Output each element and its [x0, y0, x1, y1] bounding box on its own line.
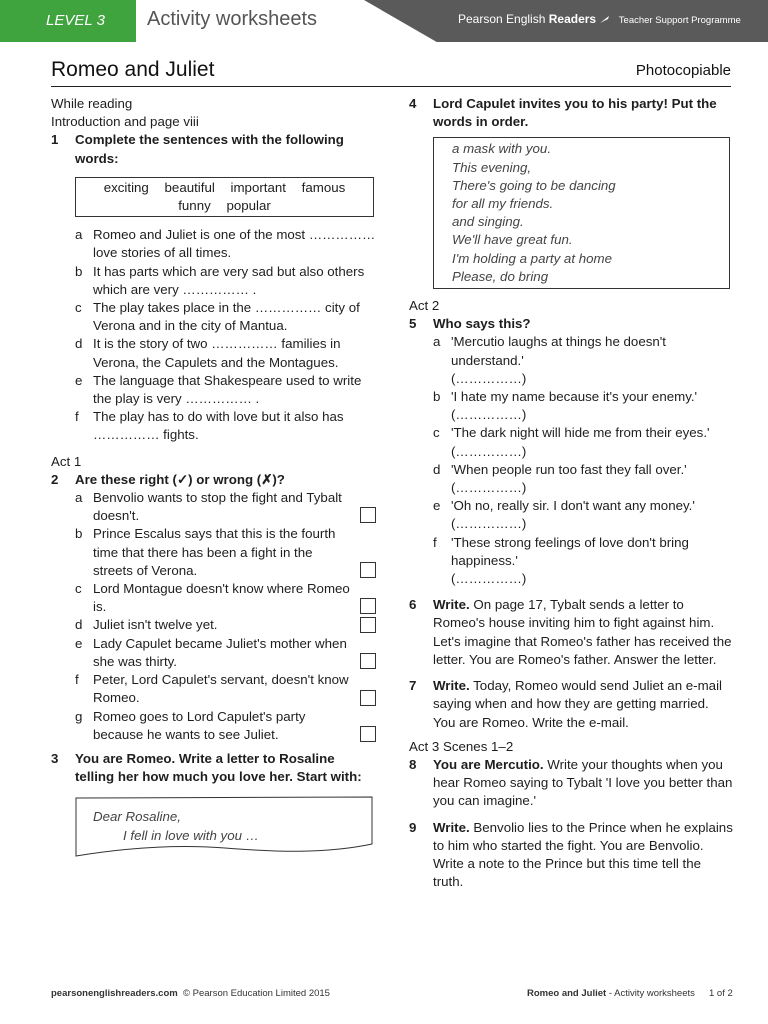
question-2 — [51, 471, 376, 489]
list-item — [75, 635, 376, 671]
question-lead: Write. — [433, 819, 470, 835]
answer-blank: (……………) — [451, 370, 527, 386]
item-text: Peter, Lord Capulet's servant, doesn't know Romeo. — [93, 672, 349, 706]
brand-name: Pearson English — [458, 12, 549, 26]
question-6 — [409, 596, 734, 669]
word: exciting — [103, 179, 149, 195]
item-text: 'Mercutio laughs at things he doesn't understand.' — [451, 334, 667, 368]
question-4 — [409, 95, 734, 131]
item-letter: e — [433, 498, 441, 514]
question-number: 8 — [409, 756, 417, 772]
question-number: 2 — [51, 471, 59, 487]
question-text: Who says this? — [433, 316, 531, 332]
answer-checkbox[interactable] — [360, 690, 376, 706]
question-text: Are these right (✓) or wrong (✗)? — [75, 471, 285, 487]
item-letter: c — [75, 300, 82, 316]
question-text: Complete the sentences with the following words: — [75, 132, 344, 166]
question-lead: Write. — [433, 597, 470, 613]
jumbled-line: Please, do bring — [452, 268, 549, 284]
item-letter: f — [75, 409, 79, 425]
item-text: 'When people run too fast they fall over.' — [451, 461, 687, 477]
question-text: Benvolio lies to the Prince when he explains to him who started the fight. You are Benvolio. Write a note to the Prince but this time tell the truth. — [433, 819, 733, 890]
item-letter: a — [75, 227, 83, 243]
list-item — [75, 408, 376, 444]
jumbled-line: I'm holding a party at home — [452, 250, 612, 266]
list-item — [75, 226, 376, 262]
word: important — [230, 179, 286, 195]
footer-book-title: Romeo and Juliet — [527, 988, 607, 999]
item-text: The play has to do with love but it also has …………… fights. — [93, 409, 344, 443]
jumbled-line: a mask with you. — [452, 141, 552, 157]
item-text: 'The dark night will hide me from their eyes.' — [451, 425, 710, 441]
item-text: Prince Escalus says that this is the fourth time that there has been a fight in the streets of Verona. — [93, 526, 336, 578]
item-letter: d — [75, 617, 83, 633]
question-8 — [409, 756, 734, 811]
intro-heading: Introduction and page viii — [51, 114, 199, 130]
list-item — [433, 461, 734, 497]
act-3-heading: Act 3 Scenes 1–2 — [409, 738, 514, 754]
question-9 — [409, 819, 734, 892]
list-item — [433, 497, 734, 533]
item-text: It has parts which are very sad but also others which are very …………… . — [93, 263, 365, 297]
question-text: Lord Capulet invites you to his party! Put the words in order. — [433, 96, 717, 130]
item-letter: b — [75, 526, 83, 542]
list-item — [75, 299, 376, 335]
answer-checkbox[interactable] — [360, 507, 376, 523]
item-letter: d — [75, 336, 83, 352]
list-item — [433, 388, 734, 424]
title-divider — [51, 86, 731, 87]
list-item — [433, 424, 734, 460]
word-row-2 — [76, 197, 373, 215]
answer-checkbox[interactable] — [360, 726, 376, 742]
answer-checkbox[interactable] — [360, 598, 376, 614]
right-column — [409, 95, 734, 891]
list-item — [75, 580, 376, 616]
list-item — [75, 525, 376, 580]
answer-checkbox[interactable] — [360, 617, 376, 633]
question-number: 7 — [409, 678, 417, 694]
item-letter: e — [75, 635, 83, 651]
question-text: Today, Romeo would send Juliet an e-mail saying when and how they are getting married. You are Romeo. Write the e-mail. — [433, 678, 722, 730]
word: famous — [301, 179, 346, 195]
question-3 — [51, 750, 376, 786]
item-text: Benvolio wants to stop the fight and Tybalt doesn't. — [93, 490, 342, 524]
act-2-heading: Act 2 — [409, 298, 440, 314]
programme-label: Teacher Support Programme — [618, 15, 741, 26]
item-text: The play takes place in the …………… city of Verona and in the city of Mantua. — [93, 300, 360, 334]
pen-icon — [600, 16, 609, 23]
list-item — [75, 616, 376, 634]
jumbled-line: and singing. — [452, 214, 524, 230]
item-text: Romeo and Juliet is one of the most …………… love stories of all times. — [93, 227, 376, 261]
brand-text — [458, 12, 741, 26]
footer-site-link[interactable]: pearsonenglishreaders.com — [51, 988, 178, 999]
question-text: Write your thoughts when you hear Romeo saying to Tybalt 'I love you better than you can imagine.' — [433, 756, 733, 809]
photocopiable-label: Photocopiable — [635, 62, 731, 79]
footer-left — [51, 988, 330, 999]
page-number: 1 of 2 — [709, 988, 733, 999]
question-text: On page 17, Tybalt sends a letter to Romeo's house inviting him to fight against him. Let's imagine that Romeo's father has received the letter. You are Romeo's father. Answer the letter. — [433, 597, 732, 667]
list-item — [433, 333, 734, 388]
header-banner — [0, 0, 768, 42]
list-item — [433, 534, 734, 589]
item-letter: f — [433, 534, 437, 550]
answer-blank: (……………) — [451, 407, 527, 423]
word: beautiful — [164, 179, 215, 195]
question-lead: You are Mercutio. — [433, 756, 544, 772]
question-text: You are Romeo. Write a letter to Rosaline telling her how much you love her. Start with: — [75, 750, 362, 785]
question-number: 5 — [409, 316, 417, 332]
item-letter: a — [433, 334, 441, 350]
answer-blank: (……………) — [451, 516, 527, 532]
item-letter: f — [75, 672, 79, 688]
section-title: Activity worksheets — [147, 8, 318, 30]
jumbled-lines-box — [433, 137, 730, 289]
jumbled-line: We'll have great fun. — [452, 232, 573, 248]
question-number: 1 — [51, 132, 59, 148]
list-item — [75, 372, 376, 408]
item-text: 'I hate my name because it's your enemy.' — [451, 389, 698, 405]
item-letter: g — [75, 708, 83, 724]
item-letter: a — [75, 490, 83, 506]
question-number: 9 — [409, 819, 417, 835]
item-letter: c — [75, 581, 82, 597]
answer-blank: (……………) — [451, 443, 527, 459]
jumbled-line: This evening, — [452, 159, 532, 175]
footer-book — [527, 988, 695, 999]
item-letter: e — [75, 372, 83, 388]
list-item — [75, 489, 376, 525]
word: popular — [226, 198, 271, 214]
item-text: Lady Capulet became Juliet's mother when she was thirty. — [93, 635, 347, 669]
letter-box — [75, 796, 373, 858]
item-letter: d — [433, 461, 441, 477]
answer-checkbox[interactable] — [360, 653, 376, 669]
word-row-1 — [76, 179, 373, 197]
question-number: 4 — [409, 96, 417, 111]
act-1-heading: Act 1 — [51, 453, 82, 469]
question-number: 6 — [409, 597, 417, 613]
jumbled-line: There's going to be dancing — [452, 177, 616, 193]
footer-copyright: © Pearson Education Limited 2015 — [183, 988, 330, 999]
word-box — [75, 177, 374, 217]
item-text: Juliet isn't twelve yet. — [93, 617, 218, 633]
word: funny — [178, 198, 211, 214]
brand-name-bold: Readers — [548, 12, 597, 26]
question-7 — [409, 677, 734, 732]
item-letter: b — [75, 263, 83, 279]
list-item — [75, 671, 376, 707]
item-text: 'Oh no, really sir. I don't want any money.' — [451, 498, 695, 514]
item-text: It is the story of two …………… families in Verona, the Capulets and the Montagues. — [93, 336, 341, 370]
question-number: 3 — [51, 750, 59, 766]
answer-blank: (……………) — [451, 480, 527, 496]
letter-opening: I fell in love with you … — [123, 827, 259, 843]
footer-book-suffix: - Activity worksheets — [606, 988, 695, 999]
item-letter: c — [433, 425, 440, 441]
jumbled-line: for all my friends. — [452, 196, 554, 212]
level-badge: LEVEL 3 — [0, 0, 136, 42]
list-item — [75, 335, 376, 371]
list-item — [75, 263, 376, 299]
letter-text — [93, 808, 259, 844]
item-text: 'These strong feelings of love don't bring happiness.' — [451, 534, 689, 568]
page-title: Romeo and Juliet — [51, 58, 215, 81]
letter-greeting: Dear Rosaline, — [93, 809, 181, 825]
list-item — [75, 708, 376, 744]
item-text: Romeo goes to Lord Capulet's party because he wants to see Juliet. — [93, 708, 306, 742]
left-column — [51, 95, 376, 858]
question-1 — [51, 131, 376, 167]
question-5 — [409, 315, 734, 333]
item-letter: b — [433, 389, 441, 405]
question-lead: Write. — [433, 678, 470, 694]
item-text: The language that Shakespeare used to write the play is very …………… . — [93, 372, 362, 407]
answer-blank: (……………) — [451, 571, 527, 587]
answer-checkbox[interactable] — [360, 562, 376, 578]
item-text: Lord Montague doesn't know where Romeo is. — [93, 581, 350, 615]
while-reading-heading: While reading — [51, 96, 133, 111]
